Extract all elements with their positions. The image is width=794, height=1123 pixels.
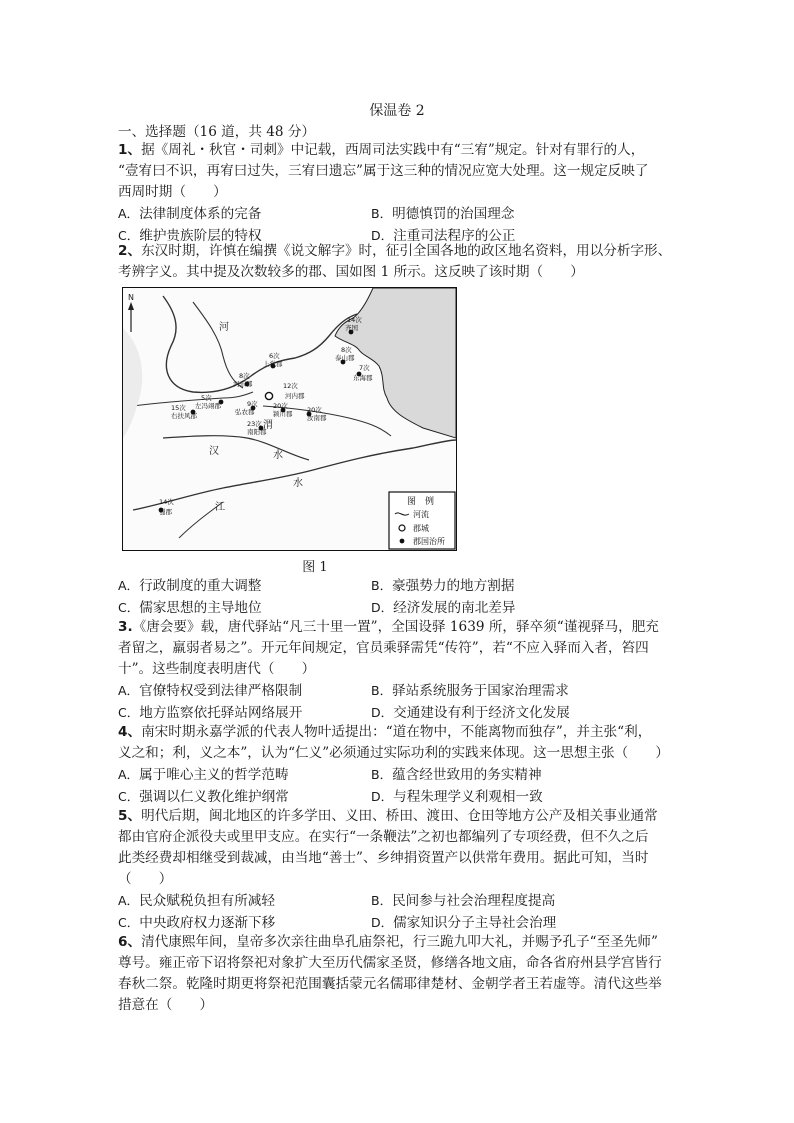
place-count: 20次 [273,402,288,410]
place-count: 6次 [269,352,280,360]
options-list [118,764,688,808]
option-a[interactable]: A．属于唯心主义的哲学范畴 [118,767,289,783]
option-c[interactable]: C．地方监察依托驿站网络展开 [118,705,303,721]
question-5 [118,806,688,934]
legend-city: 郡城 [413,524,429,533]
legend-river: 河流 [413,510,429,519]
option-b[interactable]: B．豪强势力的地方割据 [371,578,515,594]
option-d[interactable]: D．儒家知识分子主导社会治理 [371,915,557,931]
question-2-options [118,575,688,619]
option-d[interactable]: D．与程朱理学义利观相一致 [371,789,543,805]
place-name: 东海郡 [353,374,373,382]
place-name: 左冯翊郡 [195,402,221,410]
legend-seat-icon [400,539,405,544]
place-count: 8次 [239,372,250,380]
yellow-river [163,296,357,392]
option-b[interactable]: B．蕴含经世致用的务实精神 [371,767,542,783]
place-name: 蜀郡 [159,508,172,516]
option-b[interactable]: B．驿站系统服务于国家治理需求 [371,683,569,699]
legend-title: 图 例 [407,497,435,507]
place-count: 9次 [247,400,258,408]
place-name: 河东郡 [233,380,253,388]
place-count: 5次 [201,394,212,402]
river-label: 江 [215,502,225,513]
place-name: 河内郡 [285,392,305,400]
question-2 [118,241,688,283]
place-name: 齐国 [345,324,358,332]
options-list [118,680,688,724]
place-name: 上党郡 [263,360,283,368]
question-stem: 4、南宋时期永嘉学派的代表人物叶适提出：“道在物中，不能离物而独存”，并主张“利， 义之和；利，义之本”，认为“仁义”必须通过实际功利的实践来体现。这一思想主张（ ） [118,724,670,761]
option-c[interactable]: C．儒家思想的主导地位 [118,600,262,616]
legend-seat: 郡国治所 [413,537,445,546]
place-count: 7次 [359,364,370,372]
place-name: 泰山郡 [335,354,355,362]
place-name: 颍川郡 [273,410,293,418]
place-name: 汝南郡 [307,414,327,422]
place-count: 8次 [341,346,352,354]
place-name: 右扶风郡 [171,412,197,420]
option-a[interactable]: A．法律制度体系的完备 [118,206,262,222]
option-b[interactable]: B．明德慎罚的治国理念 [371,206,515,222]
options-list [118,890,688,934]
question-3 [118,617,688,724]
option-c[interactable]: C．维护贵族阶层的特权 [118,228,262,244]
sea-area [335,288,456,438]
place-count: 14次 [347,316,362,324]
river-label: 河 [219,322,229,333]
question-stem: 5、明代后期，闽北地区的许多学田、义田、桥田、渡田、仓田等地方公产及相关事业通常 都由官府企派役夫或里甲支应。在实行“一条鞭法”之初也都编列了专项经费，但不久之后 此类经费却相继受到裁减，由当地“善士”、乡绅捐资置产以供常年费用。据此可知，当时 （ ） [118,808,658,887]
section-heading: 一、选择题（16 道，共 48 分） [118,124,316,140]
map-legend [389,492,455,549]
option-b[interactable]: B．民间参与社会治理程度提高 [371,893,556,909]
river-label: 汉 [209,446,219,457]
place-name: 南阳郡 [247,428,267,436]
figure-1-map [122,287,457,551]
north-label: N [128,293,134,302]
figure-caption: 图 1 [302,560,328,575]
legend-city-icon [399,525,405,531]
place-count: 23次 [247,420,262,428]
place-name: 弘农郡 [235,408,255,416]
options-list [118,575,688,619]
question-1 [118,140,688,247]
option-d[interactable]: D．交通建设有利于经济文化发展 [371,705,570,721]
place-count: 20次 [307,406,322,414]
north-arrow [128,293,134,332]
option-c[interactable]: C．中央政府权力逐渐下移 [118,915,276,931]
question-stem: 6、清代康熙年间，皇帝多次亲往曲阜孔庙祭祀，行三跪九叩大礼，并赐予孔子“至圣先师” 尊号。雍正帝下诏将祭祀对象扩大至历代儒家圣贤，修缮各地文庙，命各省府州县学宫皆行 春秋二祭。乾隆时期更将祭祀范围囊括蒙元名儒耶律楚材、金朝学者王若虚等。清代这些举 措意在（ ） [118,934,662,1013]
option-a[interactable]: A．行政制度的重大调整 [118,578,262,594]
option-d[interactable]: D．经济发展的南北差异 [371,600,516,616]
river-label: 水 [293,478,303,489]
place-count: 14次 [159,498,174,506]
place-count: 12次 [283,382,298,390]
option-a[interactable]: A．官僚特权受到法律严格限制 [118,683,303,699]
option-a[interactable]: A．民众赋税负担有所减轻 [118,893,275,909]
river-label: 渭 [263,420,273,431]
question-4 [118,722,688,808]
paper-title: 保温卷 2 [369,103,425,119]
place-count: 15次 [171,404,186,412]
river-label: 水 [273,450,283,461]
question-6 [118,932,688,1016]
option-d[interactable]: D．注重司法程序的公正 [371,228,516,244]
question-stem: 1、据《周礼・秋官・司刺》中记载，西周司法实践中有“三宥”规定。针对有罪行的人， “壹宥曰不识，再宥曰过失，三宥曰遗忘”属于这三种的情况应宽大处理。这一规定反映了 西周时期（ ） [118,142,649,200]
question-stem: 2、东汉时期，许慎在编撰《说文解字》时，征引全国各地的政区地名资料，用以分析字形、 考辨字义。其中提及次数较多的郡、国如图 1 所示。这反映了该时期（ ） [118,243,672,280]
option-c[interactable]: C．强调以仁义教化维护纲常 [118,789,289,805]
question-stem: 3.《唐会要》载，唐代驿站“凡三十里一置”，全国设驿 1639 所，驿卒须“谨视驿马，肥充 者留之，羸弱者易之”。开元年间规定，官员乘驿需凭“传符”，若“不应入驿而入者，笞四 十”。这些制度表明唐代（ ） [118,619,659,677]
